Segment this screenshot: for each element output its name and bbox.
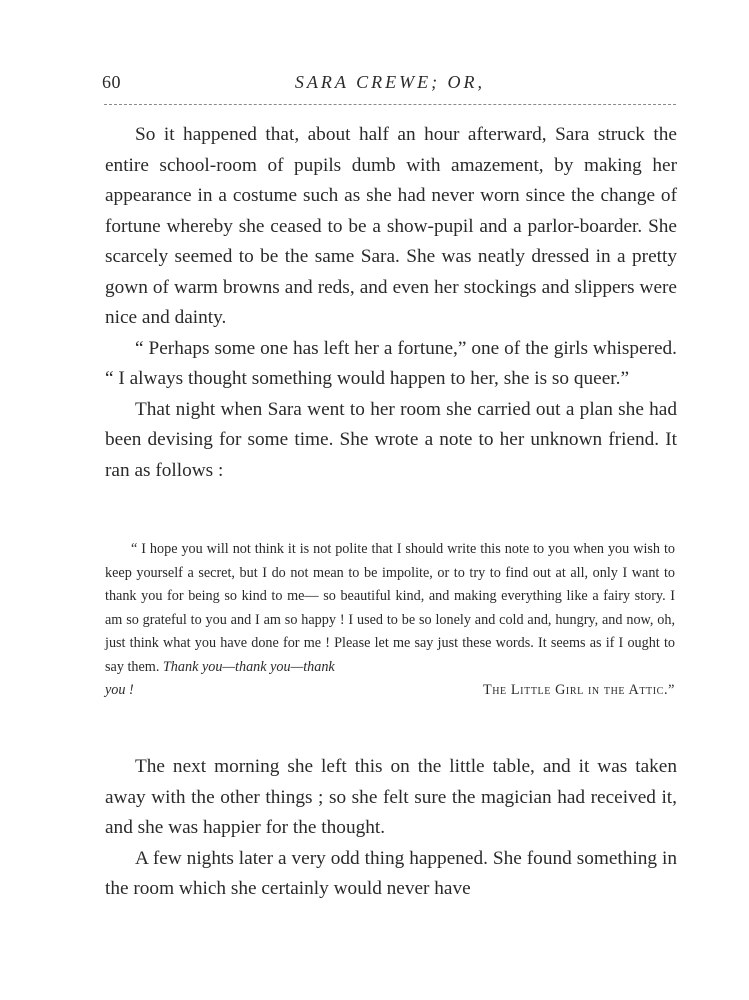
page-number: 60	[102, 72, 121, 92]
paragraph: So it happened that, about half an hour afterward, Sara struck the entire school-room of pupils dumb with amazement, by making her appearance in a costume such as she had never worn since the change of fortune whereby she ceased to be a show-pupil and a parlor-boarder. She scarcely seemed to be the same Sara. She was neatly dressed in a pretty gown of warm browns and reds, and even her stockings and slippers were nice and dainty.	[105, 124, 677, 328]
letter-signoff	[105, 679, 675, 703]
paragraph: The next morning she left this on the little table, and it was taken away with the other things ; so she felt sure the magician had received it, and she was happier for the thought.	[105, 756, 677, 838]
paragraph: A few nights later a very odd thing happened. She found something in the room which she certainly would never have	[105, 847, 677, 899]
header-rule	[104, 104, 676, 105]
body-text-top	[105, 120, 677, 486]
letter-signature: The Little Girl in the Attic.”	[482, 682, 675, 698]
letter-text: “ I hope you will not think it is not polite that I should write this note to you when you wish to keep yourself a secret, but I do not mean to be impolite, or to try to find out at all, only I want to thank you for being so kind to me— so beautiful kind, and making everything like a fairy story. I am so grateful to you and I am so happy ! I used to be so lonely and cold and, hungry, and now, oh, just think what you have done for me ! Please let me say just these words. It seems as if I ought to say them.	[105, 541, 675, 675]
paragraph: That night when Sara went to her room she carried out a plan she had been devising for some time. She wrote a note to her unknown friend. It ran as follows :	[105, 398, 677, 481]
letter-thanks-end: you !	[105, 682, 134, 698]
page-header	[100, 72, 680, 98]
letter-body	[105, 538, 675, 679]
running-title: SARA CREWE; OR,	[294, 72, 486, 92]
paragraph: “ Perhaps some one has left her a fortune,” one of the girls whispered. “ I always thought something would happen to her, she is so queer.”	[105, 337, 677, 389]
body-text-bottom	[105, 752, 677, 905]
letter-block	[105, 538, 675, 703]
letter-thanks: Thank you—thank you—thank	[162, 658, 335, 675]
